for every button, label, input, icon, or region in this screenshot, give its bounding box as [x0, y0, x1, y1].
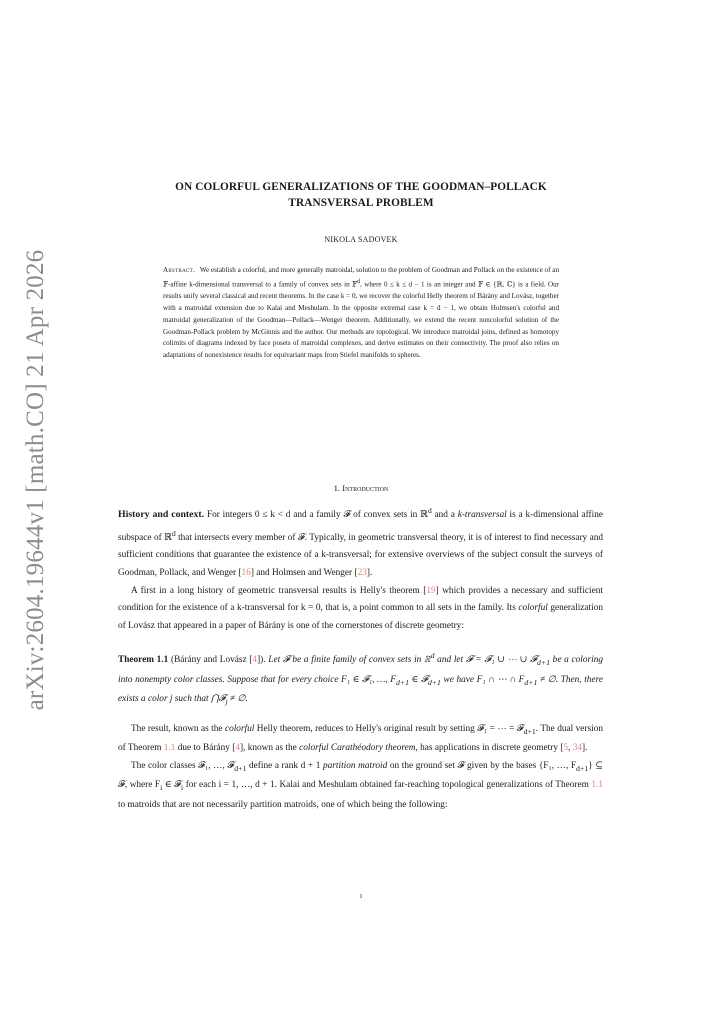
- title-line: TRANSVERSAL PROBLEM: [288, 197, 434, 209]
- paragraph: [118, 583, 603, 636]
- abstract-text: Additionally, we extend the recent noncolorful solution of the Goodman-Pollack problem by McGinnis: [163, 315, 559, 336]
- superscript: d: [357, 278, 361, 285]
- theorem: [118, 647, 603, 710]
- abstract-text: We establish a colorful, and more generally matroidal, solution to the problem of Goodman: [199, 266, 460, 274]
- abstract-text: and Pollack on the existence of an 𝔽-affine k-dimensional transversal to a family of convex sets in 𝔽: [163, 266, 559, 289]
- citation-link[interactable]: 4: [252, 655, 258, 666]
- abstract-text: connectivity. The proof also relies on adaptations of nonexistence results for equivariant maps from: [163, 339, 559, 360]
- text: ].: [366, 567, 373, 578]
- title-line: ON COLORFUL GENERALIZATIONS OF THE GOODMAN–POLLACK: [175, 181, 547, 193]
- emphasis: colorful: [224, 723, 255, 734]
- text: . The dual version of Theorem: [118, 723, 604, 754]
- text: ] and Holmsen and Wenger [: [250, 567, 358, 578]
- subscript: d+1: [536, 658, 550, 668]
- page-number: 1: [359, 893, 363, 900]
- superscript: d: [171, 528, 176, 538]
- text: and let 𝓕 = 𝓕₁ ∪ ⋯ ∪ 𝓕: [434, 655, 537, 666]
- citation-link[interactable]: 16: [241, 567, 251, 578]
- author-name: NIKOLA SADOVEK: [324, 235, 398, 244]
- superscript: d: [430, 651, 435, 661]
- subscript: i: [181, 783, 184, 793]
- section-number: 1.: [333, 483, 341, 493]
- text: we have F₁ ∩ ⋯ ∩ F: [440, 674, 525, 685]
- abstract-text: theorems. In the case k = 0, we recover the colorful Helly theorem of Bárány and Lovász, together: [279, 292, 559, 301]
- text: on the ground set 𝓕 given by the bases {F₁, …, F: [387, 760, 577, 771]
- text: define a rank d + 1: [246, 760, 323, 771]
- text: Helly theorem, reduces to Helly's original result by setting 𝓕₁ = ⋯ = 𝓕: [254, 723, 524, 734]
- text: ∈ 𝓕: [162, 780, 182, 791]
- emphasis: colorful Carathéodory theorem: [299, 743, 416, 754]
- text: ], known as the: [239, 743, 300, 754]
- theorem-ref-link[interactable]: 1.1: [163, 743, 176, 754]
- section-title: Introduction: [342, 483, 389, 493]
- text: The color classes 𝓕₁, …, 𝓕: [131, 760, 235, 771]
- text: ,: [568, 743, 573, 754]
- text: } ⊆ 𝓕, where F: [118, 760, 604, 791]
- text: due to Bárány [: [175, 743, 236, 754]
- text: ∈ 𝓕: [408, 674, 428, 685]
- emphasis: colorful: [518, 603, 548, 614]
- text: , has applications in discrete geometry [: [415, 743, 564, 754]
- text: is a k-dimensional affine subspace of ℝ: [118, 510, 603, 543]
- text: and a: [431, 510, 458, 521]
- subscript: i: [160, 783, 163, 793]
- text: be a coloring into nonempty color classes. Suppose that for every choice F₁ ∈ 𝓕₁, …, F: [118, 655, 603, 685]
- abstract-text: Stiefel manifolds to spheres.: [339, 351, 421, 360]
- arxiv-watermark: [6, 249, 66, 711]
- text: ].: [582, 743, 588, 754]
- abstract-text: obtain Holmsen's colorful and matroidal generalization of the Goodman—Pollack—Wenger theorem.: [163, 303, 559, 324]
- paragraph: [118, 758, 603, 815]
- text: A first in a long history of geometric transversal results is Helly's theorem [: [131, 585, 427, 596]
- theorem-attribution: (Bárány and Lovász [: [168, 655, 253, 666]
- text: For integers 0 ≤ k < d and a family 𝓕 of convex sets in ℝ: [206, 510, 428, 521]
- section-heading: [118, 483, 604, 493]
- text: Let 𝓕 be a finite family of convex sets in ℝ: [265, 655, 431, 666]
- citation-link[interactable]: 5: [563, 743, 569, 754]
- citation-link[interactable]: 19: [426, 585, 436, 596]
- citation-link[interactable]: 4: [235, 743, 240, 754]
- text: to matroids that are not necessarily partition matroids, one of which being the following:: [118, 799, 448, 810]
- superscript: d: [427, 506, 432, 515]
- theorem-ref-link[interactable]: 1.1: [591, 780, 603, 791]
- runin-heading: History and context.: [118, 509, 205, 521]
- citation-link[interactable]: 34: [572, 743, 583, 754]
- citation-link[interactable]: 23: [357, 567, 367, 578]
- text: The result, known as the: [131, 723, 225, 734]
- text: ] which provides a necessary and sufficient condition for the existence of a k-transversal for k = 0, that is, a point common to all sets in the family. Its: [118, 585, 604, 614]
- abstract-label: Abstract.: [163, 266, 196, 274]
- theorem-attribution: ]).: [257, 655, 266, 666]
- subscript: d+1: [234, 763, 247, 773]
- abstract-text: with a matroidal extension due to Kalai and Meshulam. In the opposite extremal case k = d − 1, we: [163, 303, 468, 312]
- paragraph: [118, 502, 603, 583]
- text: that intersects every member of 𝓕. Typically, in geometric transversal theory, it is of interest to find necessary and sufficient conditions that guarantee the existence of a k-transversal; for extensive overviews of the subject consult the surveys of Goodman, Pollack, and Wenger [: [118, 532, 604, 578]
- abstract-text: where 0 ≤ k ≤ d − 1 is an integer and 𝔽 ∈ {ℝ, ℂ} is a field. Our results unify several classical and recent: [163, 280, 559, 301]
- paragraph: [118, 721, 603, 758]
- abstract: Abstract. We establish a colorful, and more generally matroidal, solution to the problem of Goodman and Pollack on the existence of an 𝔽-affine k-dimensional transversal to a family of convex sets in 𝔽$^d$, where 0 ≤ k ≤ d − 1 is an integer and 𝔽 ∈ {ℝ, ℂ} is a field. Our results unify several classical and recent theorems. In the case k = 0, we recover the colorful Helly theorem of Bárány and Lovász, together with a matroidal extension due to Kalai and Meshulam. In the opposite extremal case k = d − 1, we obtain Holmsen's colorful and matroidal generalization of the Goodman—Pollack—Wenger theorem. Additionally, we extend the recent noncolorful solution of the Goodman-Pollack problem by McGinnis and the author. Our methods are topological. We introduce matroidal joins, defined as homotopy colimits of diagrams indexed by face posets of matroidal complexes, and derive estimates on their connectivity. The proof also relies on adaptations of nonexistence results for equivariant maps from Stiefel manifolds to spheres.: [163, 266, 559, 360]
- subscript: d+1: [523, 726, 536, 736]
- subscript: d+1: [524, 677, 538, 687]
- subscript: j: [225, 697, 228, 707]
- arxiv-id[interactable]: arXiv:2604.19644v1 [math.CO] 21 Apr 2026: [22, 249, 49, 711]
- defined-term: k-transversal: [457, 510, 507, 521]
- text: generalization of Lovász that appeared in a paper of Bárány is one of the cornerstones of discrete geometry:: [118, 603, 604, 631]
- subscript: d+1: [427, 677, 441, 687]
- subscript: d+1: [576, 763, 589, 773]
- subscript: d+1: [395, 677, 409, 687]
- paper-title: [118, 179, 604, 211]
- text: ≠ ∅. Then, there exists a color j such that ⋂𝓕: [118, 674, 603, 705]
- theorem-label: Theorem 1.1: [118, 655, 169, 666]
- abstract-text: and the author. Our methods are topological. We introduce matroidal joins, defined as homotopy: [281, 327, 559, 336]
- emphasis: partition matroid: [323, 760, 388, 771]
- text: ≠ ∅.: [227, 694, 248, 705]
- abstract-text: colimits of diagrams indexed by face posets of matroidal complexes, and derive estimates on their: [163, 339, 449, 348]
- text: for each i = 1, …, d + 1. Kalai and Meshulam obtained far-reaching topological generalizations of Theorem: [183, 780, 592, 791]
- body-text: [118, 502, 603, 814]
